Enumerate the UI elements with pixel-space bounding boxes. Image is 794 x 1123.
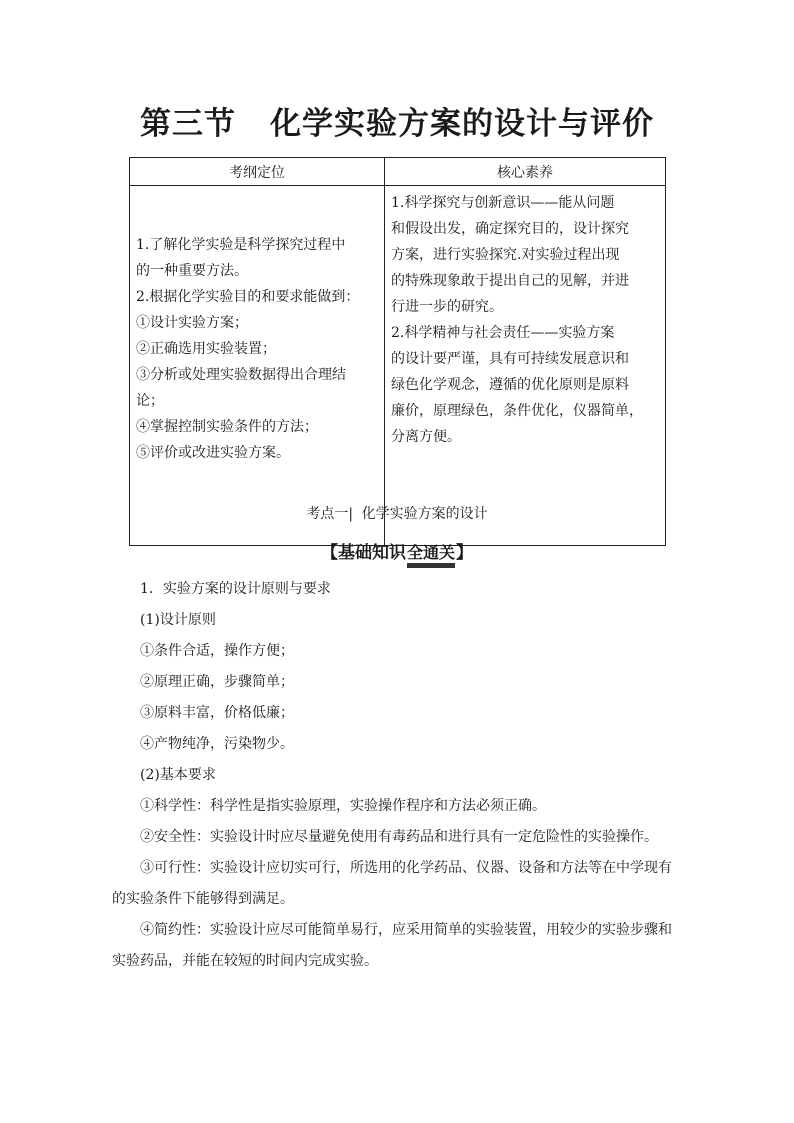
section-label: 考点一 bbox=[306, 506, 349, 522]
page-title bbox=[0, 98, 794, 143]
banner-pass-badge: 全通关 bbox=[407, 540, 455, 569]
section-divider: | bbox=[348, 506, 354, 522]
core-literacy-line: 分离方便。 bbox=[391, 429, 461, 445]
core-literacy-line: 的设计要严谨，具有可持续发展意识和 bbox=[391, 351, 629, 367]
banner-left-bracket: 【 bbox=[320, 543, 338, 563]
outline-table-header-row bbox=[130, 158, 666, 186]
exam-position-line: ④掌握控制实验条件的方法； bbox=[136, 419, 318, 435]
body-heading: 1．实验方案的设计原则与要求 bbox=[140, 581, 331, 597]
knowledge-banner bbox=[0, 538, 794, 569]
section-title: 化学实验方案的设计 bbox=[361, 506, 488, 522]
exam-position-line: 的一种重要方法。 bbox=[136, 263, 248, 279]
title-topic: 化学实验方案的设计与评价 bbox=[270, 106, 654, 142]
core-literacy-line: 的特殊现象敢于提出自己的见解，并进 bbox=[391, 273, 629, 289]
principle-item: ②原理正确，步骤简单； bbox=[140, 674, 294, 690]
core-literacy-line: 2.科学精神与社会责任——实验方案 bbox=[391, 325, 615, 341]
core-literacy-line: 和假设出发，确定探究目的，设计探究 bbox=[391, 221, 629, 237]
core-literacy-line: 廉价，原理绿色，条件优化，仪器简单， bbox=[391, 403, 643, 419]
banner-right-bracket: 】 bbox=[456, 543, 473, 563]
outline-table bbox=[129, 157, 666, 546]
header-core-literacy: 核心素养 bbox=[385, 158, 666, 186]
requirement-item: ③可行性：实验设计应切实可行，所选用的化学药品、仪器、设备和方法等在中学现有的实验条件下能够得到满足。 bbox=[112, 860, 672, 907]
requirement-item: ④简约性：实验设计应尽可能简单易行，应采用简单的实验装置，用较少的实验步骤和实验药品，并能在较短的时间内完成实验。 bbox=[112, 922, 672, 969]
outline-table-body-row bbox=[130, 186, 666, 546]
exam-position-line: ③分析或处理实验数据得出合理结 bbox=[136, 367, 346, 383]
exam-position-line: 1.了解化学实验是科学探究过程中 bbox=[136, 237, 346, 253]
requirement-item: ①科学性：科学性是指实验原理，实验操作程序和方法必须正确。 bbox=[140, 798, 546, 814]
header-exam-position: 考纲定位 bbox=[130, 158, 385, 186]
core-literacy-cell bbox=[385, 186, 666, 546]
body-subheading: (1)设计原则 bbox=[140, 612, 216, 628]
body-subheading: (2)基本要求 bbox=[140, 767, 216, 783]
exam-position-cell bbox=[130, 186, 385, 546]
exam-position-line: ⑤评价或改进实验方案。 bbox=[136, 445, 290, 461]
exam-position-line: 2.根据化学实验目的和要求能做到： bbox=[136, 289, 360, 305]
core-literacy-line: 行进一步的研究。 bbox=[391, 299, 503, 315]
title-section-number: 第三节 bbox=[140, 106, 236, 142]
banner-prefix: 基础知识 bbox=[337, 543, 406, 563]
requirement-item: ②安全性：实验设计时应尽量避免使用有毒药品和进行具有一定危险性的实验操作。 bbox=[140, 829, 658, 845]
body-content bbox=[112, 574, 684, 977]
exam-position-line: 论； bbox=[136, 393, 164, 409]
section-heading bbox=[0, 503, 794, 523]
core-literacy-line: 1.科学探究与创新意识——能从问题 bbox=[391, 195, 615, 211]
exam-position-line: ①设计实验方案； bbox=[136, 315, 248, 331]
exam-position-line: ②正确选用实验装置； bbox=[136, 341, 276, 357]
core-literacy-line: 绿色化学观念，遵循的优化原则是原料 bbox=[391, 377, 629, 393]
principle-item: ①条件合适，操作方便； bbox=[140, 643, 294, 659]
principle-item: ③原料丰富，价格低廉； bbox=[140, 705, 294, 721]
core-literacy-line: 方案，进行实验探究.对实验过程出现 bbox=[391, 247, 620, 263]
principle-item: ④产物纯净，污染物少。 bbox=[140, 736, 294, 752]
